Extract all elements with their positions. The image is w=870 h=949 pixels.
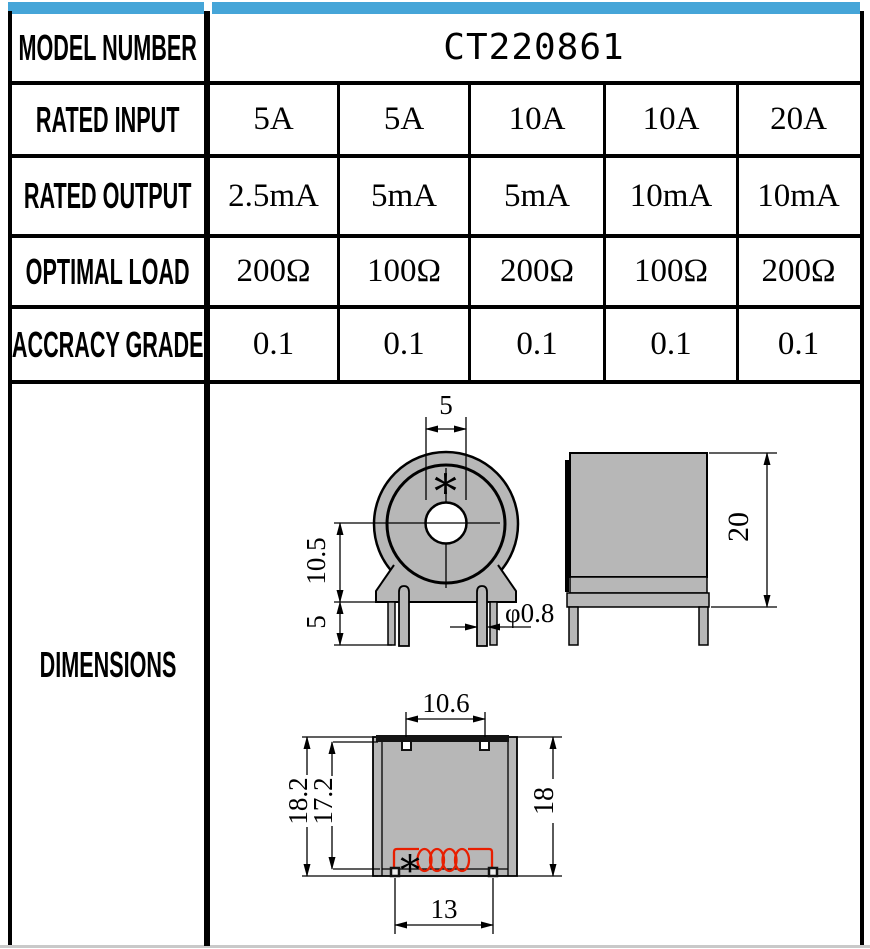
dim-center-height: 10.5 [301, 537, 331, 585]
label-text: RATED INPUT [36, 98, 180, 140]
table-cell: 2.5mA [228, 177, 319, 214]
side-view [567, 453, 777, 645]
label-text: OPTIMAL LOAD [26, 250, 191, 292]
dim-hole-width: 5 [439, 390, 453, 420]
label-model-number [12, 14, 204, 81]
top-pin [480, 741, 489, 750]
table-cell: 0.1 [516, 326, 558, 362]
front-view [301, 390, 554, 646]
dim-pin-diameter: φ0.8 [505, 598, 555, 628]
table-cell: 200Ω [236, 253, 311, 289]
label-text: RATED OUTPUT [24, 175, 192, 216]
label-rated-output [12, 158, 204, 234]
table-cell: 20A [770, 101, 827, 137]
table-cell: 0.1 [252, 326, 295, 362]
pin-round-top [477, 586, 487, 646]
dim-pin-pitch-bottom: 13 [430, 894, 458, 924]
bottom-view [283, 688, 562, 934]
model-number-value: CT220861 [443, 27, 625, 68]
table-cell: 5mA [504, 177, 570, 214]
side-base [567, 593, 709, 607]
pin [388, 602, 395, 645]
table-cell: 5mA [371, 177, 437, 214]
table-cell: 5A [383, 101, 425, 137]
dim-height-outer: 18.2 [283, 777, 313, 825]
table-cell: 100Ω [633, 253, 709, 289]
dim-side-height: 20 [722, 512, 755, 542]
accent-bar-left [8, 2, 204, 14]
table-cell: 10A [642, 101, 700, 137]
label-text: DIMENSIONS [39, 644, 177, 685]
dim-pin-pitch-top: 10.6 [422, 688, 470, 718]
table-cell: 0.1 [777, 326, 820, 362]
dim-height-inner: 17.2 [308, 777, 338, 825]
table-cell: 0.1 [650, 326, 692, 362]
label-optimal-load [12, 238, 204, 305]
pin [699, 607, 708, 645]
table-cell: 200Ω [761, 253, 836, 289]
dim-height-right: 18 [529, 787, 560, 815]
side-body [570, 453, 707, 577]
table-cell: 100Ω [366, 253, 442, 289]
label-dimensions [12, 384, 204, 946]
table-cell: 5A [253, 101, 294, 137]
model-number-cell [210, 14, 858, 81]
dimensions-drawing [210, 384, 862, 946]
pin [490, 602, 497, 645]
label-accuracy-grade [12, 309, 204, 380]
label-text: ACCRACY GRADE [12, 323, 204, 365]
table-cell: 10A [508, 101, 566, 137]
top-pin [402, 741, 411, 750]
bottom-pin [489, 868, 497, 876]
bottom-pin [391, 868, 399, 876]
polarity-mark: * [434, 464, 457, 518]
table-cell: 10mA [629, 177, 713, 214]
table-cell: 0.1 [383, 326, 425, 362]
table-cell: 10mA [757, 177, 840, 214]
label-text: MODEL NUMBER [18, 26, 198, 68]
table-cell: 200Ω [499, 253, 575, 289]
label-rated-input [12, 85, 204, 154]
pin-round-top [399, 586, 409, 646]
dim-pin-length: 5 [301, 615, 331, 629]
pin [569, 607, 578, 645]
polarity-mark: * [400, 848, 420, 894]
side-band [570, 577, 707, 593]
accent-bar-right [212, 2, 860, 14]
